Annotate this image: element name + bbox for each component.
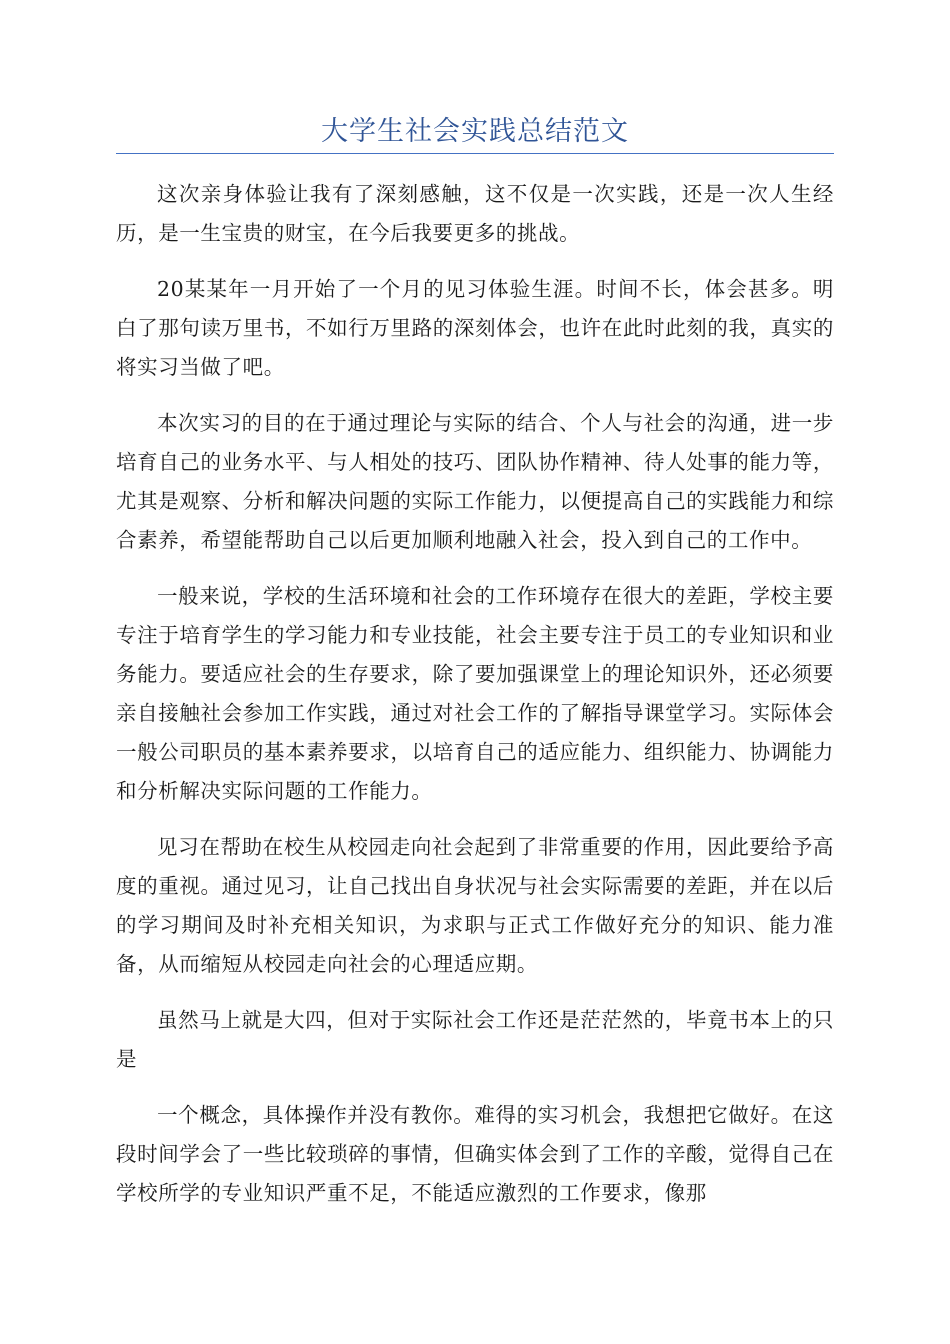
document-body bbox=[116, 175, 834, 1230]
paragraph: 一个概念，具体操作并没有教你。难得的实习机会，我想把它做好。在这段时间学会了一些比较琐碎的事情，但确实体会到了工作的辛酸，觉得自己在学校所学的专业知识严重不足，不能适应激烈的工作要求，像那 bbox=[116, 1103, 834, 1205]
paragraph: 20某某年一月开始了一个月的见习体验生涯。时间不长，体会甚多。明白了那句读万里书，不如行万里路的深刻体会，也许在此时此刻的我，真实的将实习当做了吧。 bbox=[116, 277, 834, 379]
paragraph: 本次实习的目的在于通过理论与实际的结合、个人与社会的沟通，进一步培育自己的业务水平、与人相处的技巧、团队协作精神、待人处事的能力等，尤其是观察、分析和解决问题的实际工作能力，以便提高自己的实践能力和综合素养，希望能帮助自己以后更加顺利地融入社会，投入到自己的工作中。 bbox=[116, 411, 834, 552]
title-underline bbox=[116, 153, 834, 154]
paragraph: 见习在帮助在校生从校园走向社会起到了非常重要的作用，因此要给予高度的重视。通过见习，让自己找出自身状况与社会实际需要的差距，并在以后的学习期间及时补充相关知识，为求职与正式工作做好充分的知识、能力准备，从而缩短从校园走向社会的心理适应期。 bbox=[116, 835, 834, 976]
document-title: 大学生社会实践总结范文 bbox=[321, 116, 629, 147]
paragraph: 这次亲身体验让我有了深刻感触，这不仅是一次实践，还是一次人生经历，是一生宝贵的财宝，在今后我要更多的挑战。 bbox=[116, 182, 834, 245]
paragraph: 虽然马上就是大四，但对于实际社会工作还是茫茫然的，毕竟书本上的只是 bbox=[116, 1008, 834, 1071]
paragraph: 一般来说，学校的生活环境和社会的工作环境存在很大的差距，学校主要专注于培育学生的学习能力和专业技能，社会主要专注于员工的专业知识和业务能力。要适应社会的生存要求，除了要加强课堂上的理论知识外，还必须要亲自接触社会参加工作实践，通过对社会工作的了解指导课堂学习。实际体会一般公司职员的基本素养要求，以培育自己的适应能力、组织能力、协调能力和分析解决实际问题的工作能力。 bbox=[116, 584, 834, 803]
